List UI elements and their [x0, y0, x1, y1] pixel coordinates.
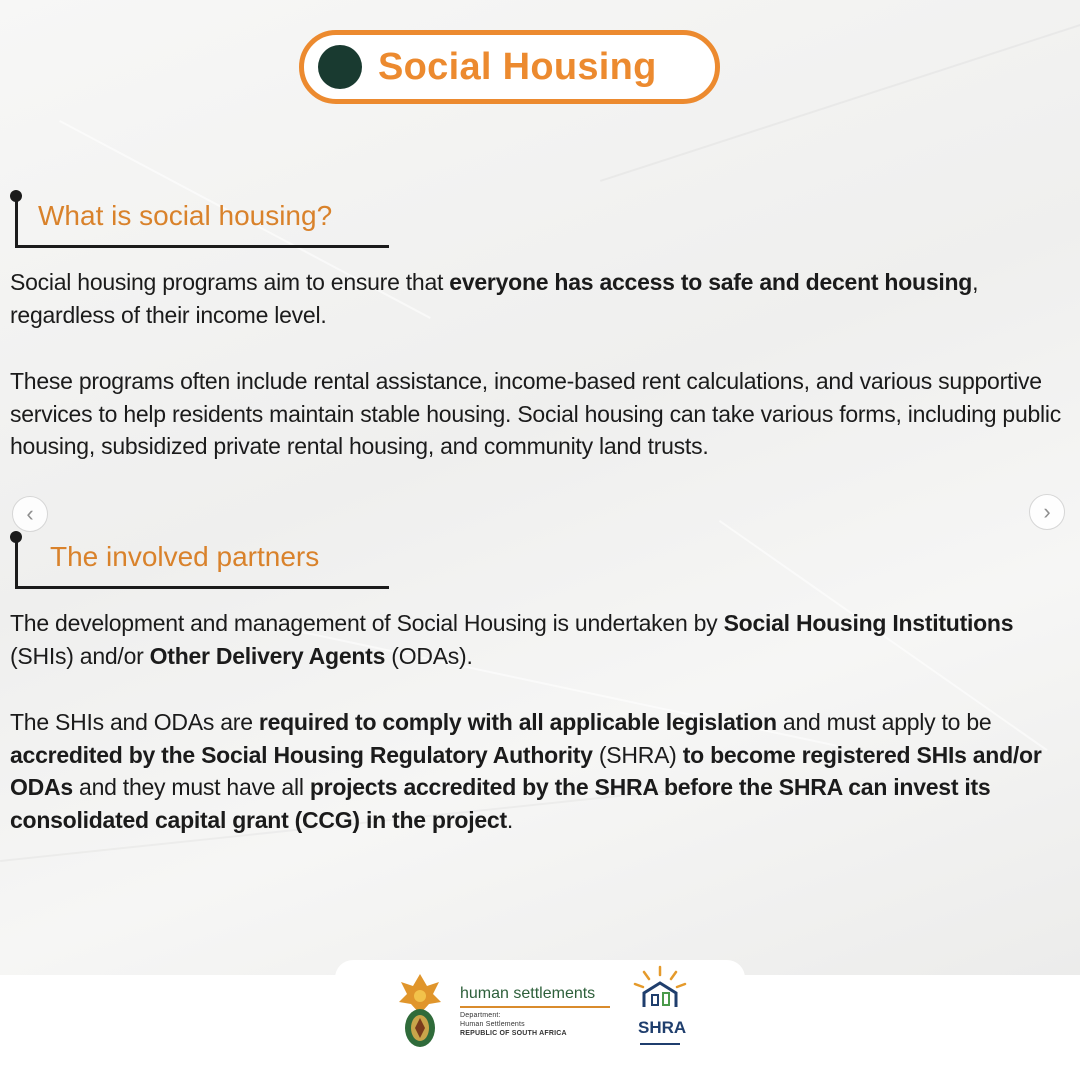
bold-text-run: accredited by the Social Housing Regulatory Authority: [10, 741, 593, 768]
coat-of-arms-logo: [395, 970, 445, 1050]
bold-text-run: everyone has access to safe and decent housing: [449, 269, 973, 295]
text-run: and they must have all: [72, 774, 310, 800]
paragraph-programs: [10, 365, 1075, 463]
bold-text-run: projects accredited by the SHRA before the SHRA can invest its consolidated capital grant (CCG) in the project: [10, 774, 991, 833]
text-run: , regardless of their income level.: [10, 269, 979, 328]
chevron-right-icon: ›: [1043, 499, 1051, 524]
dept-line: Human Settlements: [460, 1021, 525, 1028]
text-run: Social housing programs aim to ensure that: [10, 269, 450, 295]
text-run: The development and management of Social Housing is undertaken by: [10, 610, 724, 636]
paragraph-development: [10, 607, 1075, 672]
bold-text-run: required to comply with all applicable legislation: [258, 709, 777, 735]
dept-line: REPUBLIC OF SOUTH AFRICA: [460, 1030, 567, 1037]
bold-text-run: Other Delivery Agents: [149, 642, 386, 669]
shra-label: SHRA: [638, 1018, 687, 1037]
section-heading-text: What is social housing?: [38, 200, 333, 231]
next-slide-button[interactable]: [1029, 494, 1065, 530]
text-run: and must apply to be: [776, 709, 992, 735]
section-heading-what-is: [8, 190, 388, 250]
prev-slide-button[interactable]: [12, 496, 48, 532]
dept-name: human settlements: [460, 985, 596, 1002]
text-run: The SHIs and ODAs are: [10, 709, 259, 735]
paragraph-intro: [10, 266, 1075, 331]
text-run: (SHRA): [592, 741, 683, 768]
section-heading-text: The involved partners: [50, 541, 320, 572]
bold-text-run: to become registered SHIs and/or ODAs: [10, 741, 1042, 800]
text-run: .: [506, 806, 513, 833]
paragraph-compliance: [10, 706, 1075, 836]
chevron-left-icon: ‹: [26, 501, 34, 526]
bold-text-run: Social Housing Institutions: [723, 610, 1014, 636]
page-title: Social Housing: [378, 45, 657, 88]
title-dot-icon: [318, 45, 362, 89]
text-run: These programs often include rental assistance, income-based rent calculations, and various supportive services to help residents maintain stable housing. Social housing can take various forms, including public housing, subsidized private rental housing, and community land trusts.: [10, 368, 1062, 459]
text-run: (SHIs) and/or: [10, 642, 150, 669]
dept-line: Department:: [460, 1012, 501, 1019]
title-pill: [299, 30, 720, 104]
text-run: (ODAs).: [385, 642, 473, 669]
section-heading-partners: [8, 531, 388, 591]
